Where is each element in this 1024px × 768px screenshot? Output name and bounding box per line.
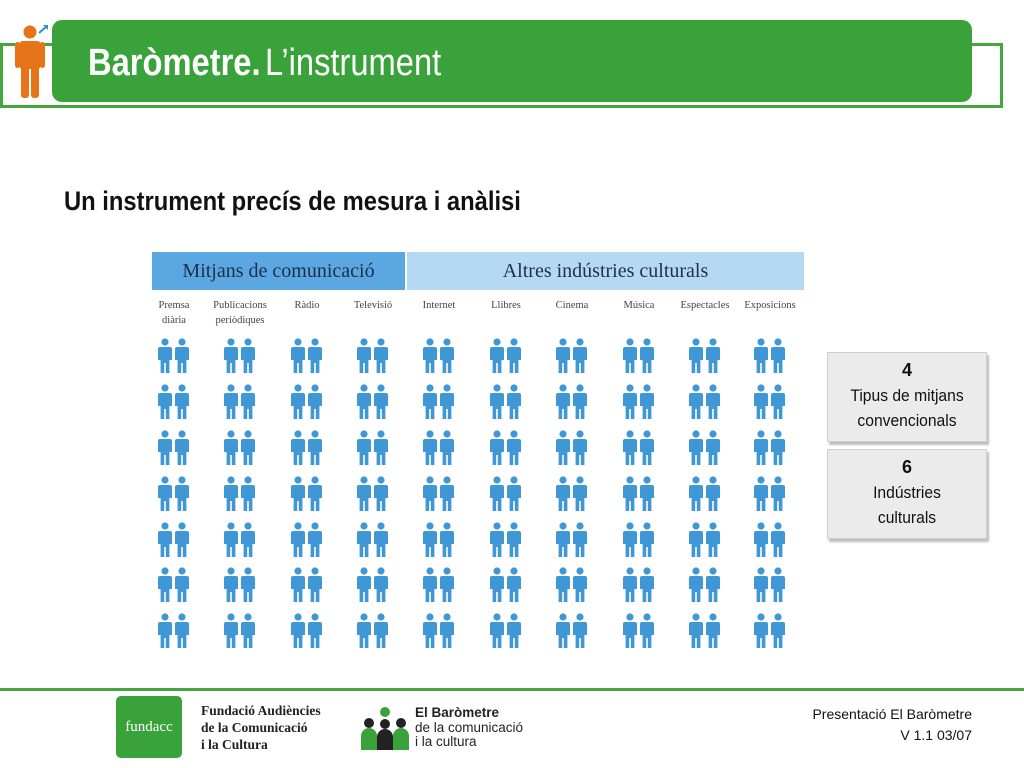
- category-label: [272, 298, 342, 313]
- fundacc-logo: fundacc: [116, 696, 182, 758]
- title-bold: Baròmetre.: [88, 42, 261, 84]
- people-column: [685, 338, 725, 659]
- people-pair-icon: [223, 384, 257, 420]
- barometre-name-line: i la cultura: [415, 734, 477, 749]
- people-column: [220, 338, 260, 659]
- group-header-other-industries: Altres indústries culturals: [407, 252, 804, 290]
- people-pair-icon: [622, 476, 656, 512]
- people-pair-icon: [157, 430, 191, 466]
- group-header-media: Mitjans de comunicació: [152, 252, 405, 290]
- page-title: [88, 38, 470, 88]
- barometre-name-line: de la comunicació: [415, 719, 524, 735]
- people-column: [353, 338, 393, 659]
- people-pair-icon: [555, 384, 589, 420]
- people-column: [154, 338, 194, 659]
- barometre-logo-icon: [360, 706, 410, 750]
- people-pair-icon: [688, 338, 722, 374]
- people-pair-icon: [489, 613, 523, 649]
- category-label-line: Espectacles: [680, 300, 730, 311]
- people-pair-icon: [157, 567, 191, 603]
- people-pair-icon: [157, 338, 191, 374]
- info-box-cultural-industries: [827, 449, 987, 539]
- barometre-name-line: El Baròmetre: [415, 705, 500, 720]
- people-pair-icon: [489, 522, 523, 558]
- subtitle: Un instrument precís de mesura i anàlisi: [64, 186, 521, 216]
- people-pair-icon: [422, 613, 456, 649]
- people-pair-icon: [622, 384, 656, 420]
- category-label-line: Cinema: [555, 300, 589, 311]
- people-pair-icon: [422, 338, 456, 374]
- category-label-line: Exposicions: [744, 300, 796, 311]
- info-box-text-line1: Tipus de mitjans: [850, 386, 964, 405]
- barometre-name: [415, 706, 555, 750]
- category-label: [338, 298, 408, 313]
- people-column: [552, 338, 592, 659]
- people-pair-icon: [753, 522, 787, 558]
- category-label: [139, 298, 209, 328]
- people-pair-icon: [356, 338, 390, 374]
- people-pair-icon: [555, 430, 589, 466]
- people-pair-icon: [753, 567, 787, 603]
- people-pair-icon: [223, 476, 257, 512]
- fundacc-name-line: Fundació Audiències: [201, 703, 321, 718]
- category-label-line: Llibres: [491, 300, 521, 311]
- infographic: [152, 252, 804, 652]
- people-pair-icon: [555, 476, 589, 512]
- info-box-text-line2: convencionals: [857, 411, 957, 430]
- people-pair-icon: [356, 613, 390, 649]
- people-pair-icon: [356, 522, 390, 558]
- people-pair-icon: [422, 384, 456, 420]
- footer-divider: [0, 688, 1024, 691]
- people-pair-icon: [157, 476, 191, 512]
- info-box-text-line2: culturals: [877, 508, 937, 527]
- people-column: [619, 338, 659, 659]
- people-pair-icon: [290, 567, 324, 603]
- people-pair-icon: [489, 338, 523, 374]
- people-pair-icon: [290, 338, 324, 374]
- category-label: [670, 298, 740, 313]
- people-pair-icon: [753, 613, 787, 649]
- info-box-text-line1: Indústries: [873, 483, 941, 502]
- people-pair-icon: [422, 476, 456, 512]
- category-label-line: Ràdio: [294, 300, 320, 311]
- people-pair-icon: [223, 567, 257, 603]
- people-pair-icon: [290, 522, 324, 558]
- people-column: [419, 338, 459, 659]
- category-label: [537, 298, 607, 313]
- people-pair-icon: [290, 384, 324, 420]
- category-label-line: periòdiques: [215, 315, 265, 326]
- people-pair-icon: [489, 384, 523, 420]
- people-pair-icon: [688, 522, 722, 558]
- people-pair-icon: [422, 430, 456, 466]
- people-pair-icon: [356, 430, 390, 466]
- people-pair-icon: [622, 522, 656, 558]
- people-pair-icon: [753, 476, 787, 512]
- people-pair-icon: [622, 338, 656, 374]
- people-column: [750, 338, 790, 659]
- info-box-media-types: [827, 352, 987, 442]
- people-pair-icon: [688, 476, 722, 512]
- people-column: [486, 338, 526, 659]
- category-label-line: Televisió: [353, 300, 393, 311]
- people-pair-icon: [622, 613, 656, 649]
- fundacc-name-line: i la Cultura: [201, 737, 268, 752]
- category-label: [205, 298, 275, 328]
- people-pair-icon: [157, 384, 191, 420]
- category-label-line: Publicacions: [213, 300, 267, 311]
- people-pair-icon: [555, 522, 589, 558]
- people-pair-icon: [489, 476, 523, 512]
- people-pair-icon: [688, 613, 722, 649]
- people-pair-icon: [356, 567, 390, 603]
- people-pair-icon: [753, 384, 787, 420]
- category-label-line: Música: [623, 300, 655, 311]
- people-pair-icon: [157, 522, 191, 558]
- info-box-number: 4: [901, 360, 912, 380]
- category-label-line: Internet: [422, 300, 456, 311]
- people-pair-icon: [223, 522, 257, 558]
- people-pair-icon: [688, 567, 722, 603]
- version-number: V 1.1 03/07: [900, 727, 972, 743]
- people-pair-icon: [290, 613, 324, 649]
- fundacc-name-line: de la Comunicació: [201, 720, 308, 735]
- category-label: [404, 298, 474, 313]
- people-pair-icon: [223, 338, 257, 374]
- people-column: [287, 338, 327, 659]
- people-pair-icon: [290, 430, 324, 466]
- people-pair-icon: [688, 384, 722, 420]
- category-label: [604, 298, 674, 313]
- people-pair-icon: [223, 430, 257, 466]
- people-pair-icon: [555, 567, 589, 603]
- people-pair-icon: [555, 338, 589, 374]
- people-pair-icon: [422, 567, 456, 603]
- person-icon: [14, 24, 50, 100]
- people-pair-icon: [753, 338, 787, 374]
- category-label-line: diària: [162, 315, 186, 326]
- people-pair-icon: [489, 430, 523, 466]
- category-label: [471, 298, 541, 313]
- people-pair-icon: [422, 522, 456, 558]
- people-pair-icon: [157, 613, 191, 649]
- version-info: [812, 704, 972, 746]
- people-pair-icon: [555, 613, 589, 649]
- category-label: [735, 298, 805, 313]
- people-pair-icon: [223, 613, 257, 649]
- people-pair-icon: [622, 567, 656, 603]
- people-pair-icon: [753, 430, 787, 466]
- info-box-number: 6: [901, 457, 912, 477]
- people-pair-icon: [290, 476, 324, 512]
- people-pair-icon: [356, 476, 390, 512]
- category-label-line: Premsa: [158, 300, 190, 311]
- fundacc-name: [201, 702, 351, 753]
- people-pair-icon: [622, 430, 656, 466]
- presentation-name: Presentació El Baròmetre: [812, 706, 972, 722]
- people-pair-icon: [356, 384, 390, 420]
- people-pair-icon: [688, 430, 722, 466]
- people-pair-icon: [489, 567, 523, 603]
- title-rest: L’instrument: [264, 42, 441, 84]
